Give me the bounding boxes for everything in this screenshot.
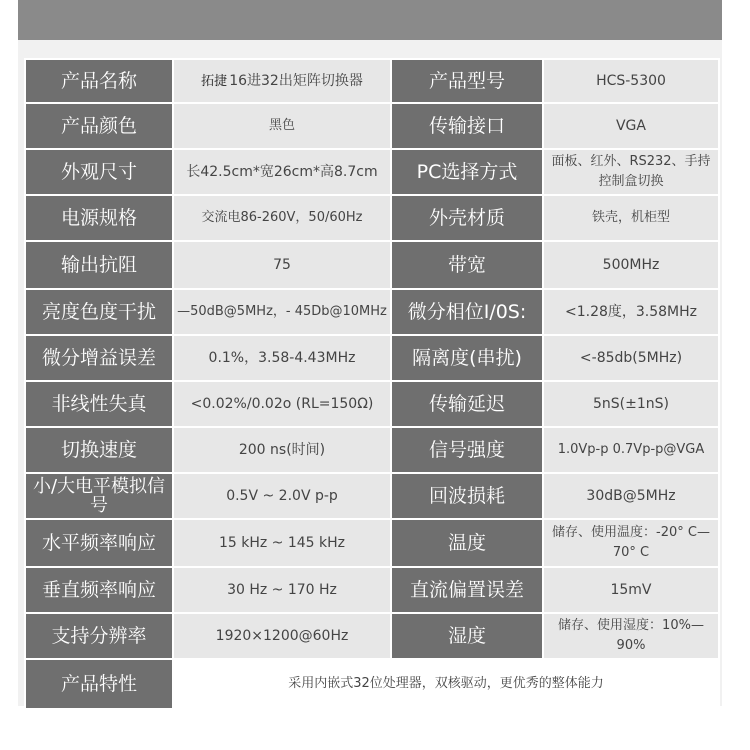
- spec-key: 非线性失真: [25, 381, 173, 427]
- spec-value: 面板、红外、RS232、手持控制盒切换: [543, 149, 719, 195]
- spec-table: [24, 58, 720, 710]
- spec-value: 储存、使用温度：-20° C—70° C: [543, 519, 719, 567]
- spec-value: 储存、使用湿度：10%—90%: [543, 613, 719, 659]
- spec-row-feature: [25, 659, 719, 709]
- spec-key: 产品特性: [25, 659, 173, 709]
- spec-row: [25, 427, 719, 473]
- spec-key: 小/大电平模拟信号: [25, 473, 173, 519]
- spec-value: 黑色: [173, 103, 391, 149]
- spec-value: VGA: [543, 103, 719, 149]
- spec-key: 信号强度: [391, 427, 543, 473]
- spec-row: [25, 381, 719, 427]
- product-name-value: 16进32出矩阵切换器: [229, 72, 363, 89]
- spec-value: 长42.5cm*宽26cm*高8.7cm: [173, 149, 391, 195]
- top-banner: [18, 0, 722, 40]
- spec-value: 0.1%，3.58-4.43MHz: [173, 335, 391, 381]
- spec-key: 产品型号: [391, 59, 543, 103]
- spec-value: 75: [173, 241, 391, 289]
- spec-value-feature: 采用内嵌式32位处理器，双核驱动，更优秀的整体能力: [173, 659, 719, 709]
- spec-key: 外观尺寸: [25, 149, 173, 195]
- spec-value: 0.5V ~ 2.0V p-p: [173, 473, 391, 519]
- spec-key: 水平频率响应: [25, 519, 173, 567]
- spec-key: 微分相位I/0S:: [391, 289, 543, 335]
- spec-key: 温度: [391, 519, 543, 567]
- spec-value: 1.0Vp-p 0.7Vp-p@VGA: [543, 427, 719, 473]
- spec-value: 交流电86-260V，50/60Hz: [173, 195, 391, 241]
- spec-value: 15 kHz ~ 145 kHz: [173, 519, 391, 567]
- spec-row: [25, 289, 719, 335]
- spec-key: 回波损耗: [391, 473, 543, 519]
- spec-value: 500MHz: [543, 241, 719, 289]
- spec-key: 支持分辨率: [25, 613, 173, 659]
- spec-key: 直流偏置误差: [391, 567, 543, 613]
- spec-value: 200 ns(时间): [173, 427, 391, 473]
- spec-key: 微分增益误差: [25, 335, 173, 381]
- spec-row: [25, 195, 719, 241]
- spec-value: 铁壳，机柜型: [543, 195, 719, 241]
- spec-key: 输出抗阻: [25, 241, 173, 289]
- spec-key: PC选择方式: [391, 149, 543, 195]
- spec-key: 传输接口: [391, 103, 543, 149]
- spec-key: 产品名称: [25, 59, 173, 103]
- spec-row: [25, 567, 719, 613]
- spec-key: 外壳材质: [391, 195, 543, 241]
- spec-key: 垂直频率响应: [25, 567, 173, 613]
- spec-key: 电源规格: [25, 195, 173, 241]
- spec-value: <-85db(5MHz): [543, 335, 719, 381]
- spec-row: [25, 613, 719, 659]
- spec-row: [25, 149, 719, 195]
- spec-row: [25, 241, 719, 289]
- spec-value: HCS-5300: [543, 59, 719, 103]
- spec-row: [25, 473, 719, 519]
- spec-key: 亮度色度干扰: [25, 289, 173, 335]
- spec-value: <0.02%/0.02o (RL=150Ω): [173, 381, 391, 427]
- spec-key: 隔离度(串扰): [391, 335, 543, 381]
- spec-key: 产品颜色: [25, 103, 173, 149]
- spec-value: [173, 59, 391, 103]
- spec-key: 带宽: [391, 241, 543, 289]
- spec-key: 传输延迟: [391, 381, 543, 427]
- spec-row: [25, 519, 719, 567]
- spec-key: 切换速度: [25, 427, 173, 473]
- spec-value: 5nS(±1nS): [543, 381, 719, 427]
- spec-value: 30dB@5MHz: [543, 473, 719, 519]
- spec-value: —50dB@5MHz，- 45Db@10MHz: [173, 289, 391, 335]
- brand-watermark: 拓捷: [201, 73, 228, 89]
- spec-value: 15mV: [543, 567, 719, 613]
- spec-row: [25, 103, 719, 149]
- spec-key: 湿度: [391, 613, 543, 659]
- spec-value: 1920×1200@60Hz: [173, 613, 391, 659]
- spec-row: [25, 59, 719, 103]
- spec-row: [25, 335, 719, 381]
- spec-value: 30 Hz ~ 170 Hz: [173, 567, 391, 613]
- spec-value: <1.28度，3.58MHz: [543, 289, 719, 335]
